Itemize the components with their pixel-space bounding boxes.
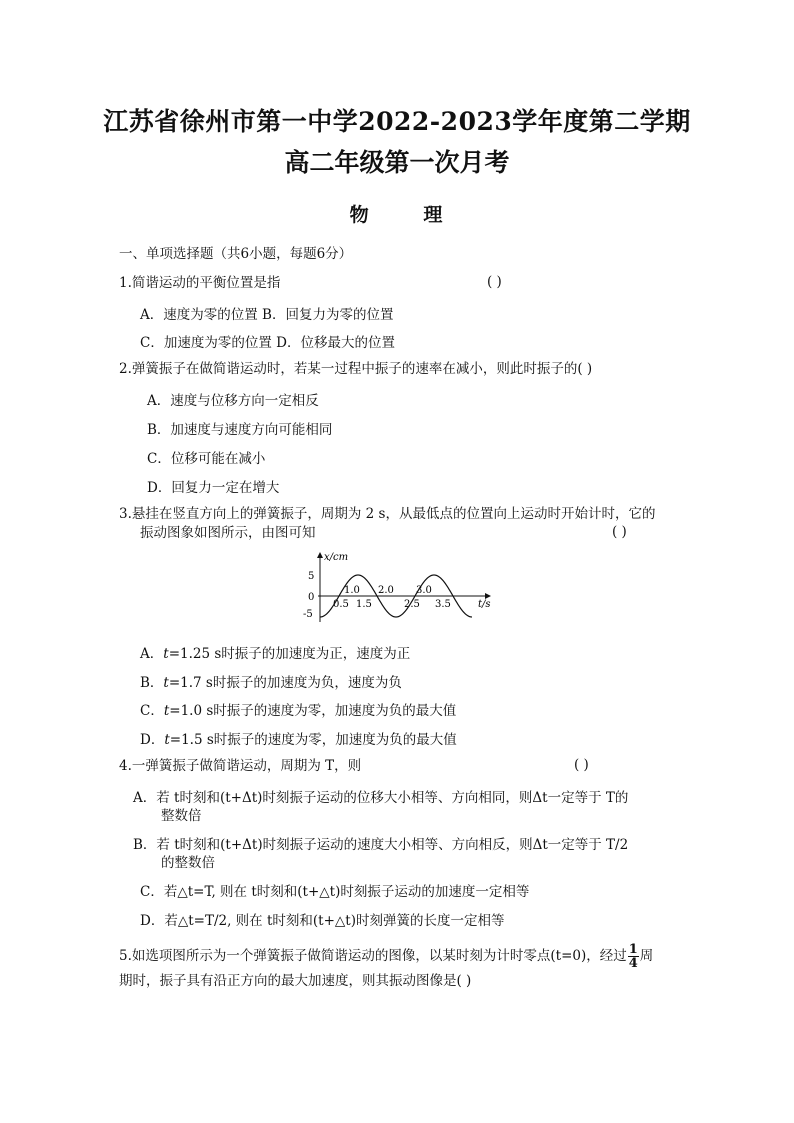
graph-y-tick-0: 0 [308, 592, 315, 603]
q1-answer-paren: ( ) [487, 274, 502, 290]
q3-option-b-letter: B． [140, 675, 164, 691]
q5-fraction-numerator: 1 [628, 942, 638, 957]
q2-option-c: C．位移可能在减小 [147, 451, 266, 467]
q2-stem: 2.弹簧振子在做简谐运动时，若某一过程中振子的速率在减小，则此时振子的( ) [119, 361, 593, 377]
graph-upper-tick-2: 2.0 [378, 585, 394, 596]
q3-stem-line2: 振动图象如图所示，由图可知 [140, 525, 316, 541]
q3-answer-paren: ( ) [612, 524, 627, 540]
q5-fraction [628, 943, 639, 970]
q5-line1 [119, 942, 653, 970]
q5-line1-end: 周 [639, 948, 654, 964]
q2-option-d: D．回复力一定在增大 [147, 480, 280, 496]
q1-options-row1: A．速度为零的位置 B．回复力为零的位置 [140, 307, 394, 323]
q2-option-a: A．速度与位移方向一定相反 [147, 393, 319, 409]
graph-y-arrow [317, 552, 323, 558]
q3-option-c [140, 699, 456, 719]
graph-lower-tick-3: 2.5 [404, 599, 420, 610]
graph-lower-tick-1: 0.5 [333, 599, 349, 610]
q5-fraction-denominator: 4 [628, 956, 638, 971]
q3-option-b-var: t [163, 675, 169, 691]
graph-lower-tick-2: 1.5 [356, 599, 372, 610]
q3-option-d [140, 728, 457, 748]
q5-line1-text: 5.如选项图所示为一个弹簧振子做简谐运动的图像，以某时刻为计时零点(t=0)，经过 [119, 948, 627, 964]
q3-option-b-text: =1.7 s时振子的加速度为负，速度为负 [168, 675, 402, 691]
exam-title-line2: 高二年级第一次月考 [284, 148, 510, 177]
graph-x-label: t/s [478, 599, 491, 610]
q4-option-a-line2: 整数倍 [161, 808, 202, 824]
graph-lower-tick-4: 3.5 [435, 599, 451, 610]
q1-stem: 1.简谐运动的平衡位置是指 [119, 275, 281, 291]
subject-title [0, 200, 794, 227]
q4-option-a-line1: A．若 t时刻和(t+Δt)时刻振子运动的位移大小相等、方向相同，则Δt一定等于 T的 [133, 790, 629, 806]
q4-option-c: C．若△t=T, 则在 t时刻和(t+△t)时刻振子运动的加速度一定相等 [140, 884, 530, 900]
graph-y-label: x/cm [324, 552, 349, 563]
q3-option-c-text: =1.0 s时振子的速度为零，加速度为负的最大值 [169, 703, 457, 719]
graph-upper-tick-3: 3.0 [416, 585, 432, 596]
q3-stem-line1: 3.悬挂在竖直方向上的弹簧振子，周期为 2 s，从最低点的位置向上运动时开始计时，它的 [119, 506, 656, 522]
q3-option-c-letter: C． [140, 703, 164, 719]
q3-option-d-text: =1.5 s时振子的速度为零，加速度为负的最大值 [169, 732, 457, 748]
graph-y-tick-5: 5 [308, 571, 315, 582]
q3-option-d-var: t [164, 732, 170, 748]
q3-option-c-var: t [163, 703, 170, 719]
exam-title-line1: 江苏省徐州市第一中学2022-2023学年度第二学期 [103, 107, 691, 136]
q3-option-a [140, 642, 410, 662]
q3-option-b [140, 671, 402, 691]
q3-option-a-var: t [163, 646, 169, 662]
q3-option-d-letter: D． [140, 732, 165, 748]
q4-option-b-line1: B．若 t时刻和(t+Δt)时刻振子运动的速度大小相等、方向相反，则Δt一定等于 T/2 [133, 837, 629, 853]
q4-stem: 4.一弹簧振子做简谐运动，周期为 T，则 [119, 758, 362, 774]
q3-option-a-letter: A． [140, 646, 164, 662]
vibration-graph [300, 548, 520, 628]
subject-char-1: 物 [349, 204, 371, 226]
graph-upper-tick-1: 1.0 [344, 585, 360, 596]
q2-option-b: B．加速度与速度方向可能相同 [147, 422, 333, 438]
q4-answer-paren: ( ) [574, 757, 589, 773]
q4-option-d: D．若△t=T/2, 则在 t时刻和(t+△t)时刻弹簧的长度一定相等 [140, 913, 505, 929]
section-heading: 一、单项选择题（共6小题，每题6分） [119, 246, 353, 262]
q3-option-a-text: =1.25 s时振子的加速度为正，速度为正 [168, 646, 411, 662]
subject-char-2: 理 [423, 204, 445, 226]
q5-line2: 期时，振子具有沿正方向的最大加速度，则其振动图像是( ) [119, 973, 472, 989]
q1-options-row2: C．加速度为零的位置 D．位移最大的位置 [140, 335, 395, 351]
graph-y-tick-neg5: -5 [303, 609, 313, 620]
q4-option-b-line2: 的整数倍 [161, 855, 215, 871]
